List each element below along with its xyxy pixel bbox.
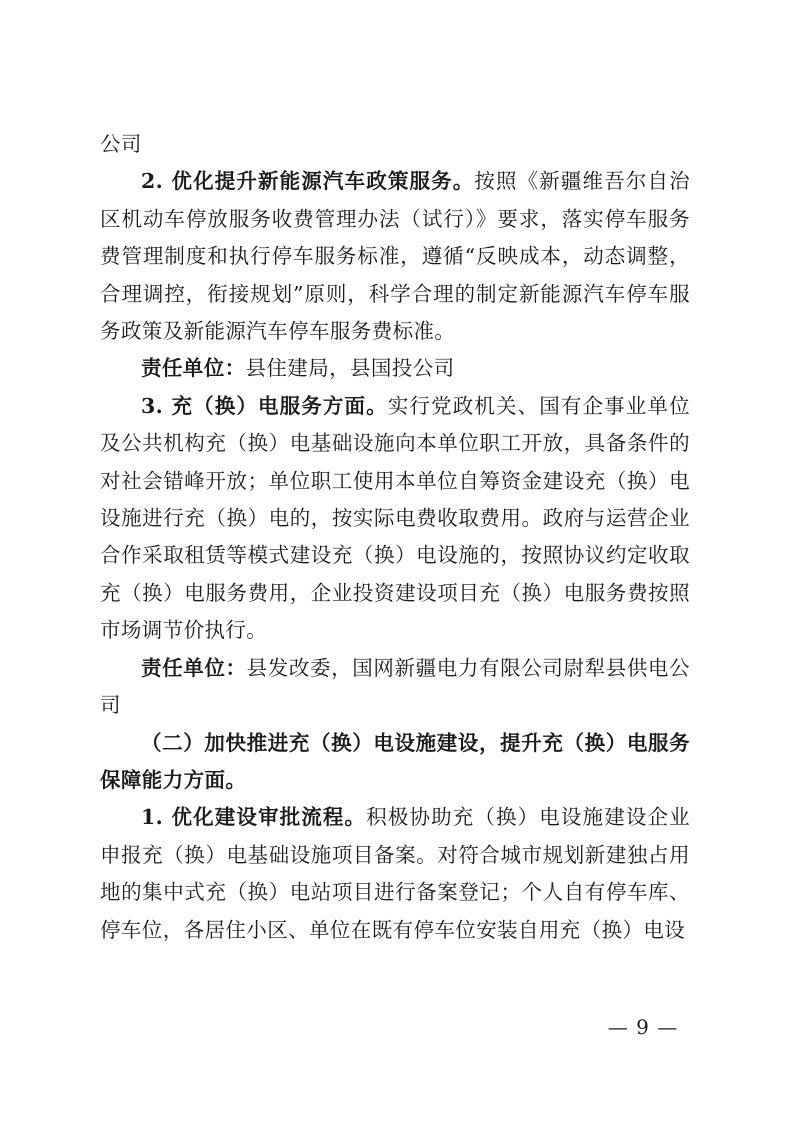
paragraph-text: 实行党政机关、国有企事业单位及公共机构充（换）电基础设施向本单位职工开放，具备条件的对社会错峰开放；单位职工使用本单位自筹资金建设充（换）电设施进行充（换）电的，按实际电费收取费用。政府与运营企业合作采取租赁等模式建设充（换）电设施的，按照协议约定收取充（换）电服务费用，企业投资建设项目充（换）电服务费按照市场调节价执行。 xyxy=(100,393,690,643)
paragraph-responsible-unit xyxy=(100,350,690,387)
paragraph-text: 积极协助充（换）电设施建设企业申报充（换）电基础设施项目备案。对符合城市规划新建独占用地的集中式充（换）电站项目进行备案登记；个人自有停车库、停车位，各居住小区、单位在既有停车位安装自用充（换）电设 xyxy=(100,805,691,942)
responsible-unit-label: 责任单位： xyxy=(141,655,247,680)
paragraph-heading: 3. 充（换）电服务方面。 xyxy=(141,393,388,418)
responsible-unit-label: 责任单位： xyxy=(141,356,246,381)
paragraph-continuation xyxy=(100,126,690,163)
section-heading xyxy=(100,725,690,800)
paragraph-policy-service xyxy=(100,163,690,350)
paragraph-approval-process xyxy=(100,799,690,949)
page-number: — 9 — xyxy=(607,1015,679,1039)
paragraph-text: 公司 xyxy=(100,132,142,156)
responsible-unit-value: 县发改委，国网新疆电力有限公司尉犁县供电公司 xyxy=(100,655,690,718)
paragraph-charging-service xyxy=(100,388,690,650)
body-text xyxy=(100,126,690,949)
responsible-unit-value: 县住建局，县国投公司 xyxy=(245,356,455,381)
paragraph-heading: 1. 优化建设审批流程。 xyxy=(141,805,367,830)
paragraph-text: 按照《新疆维吾尔自治区机动车停放服务收费管理办法（试行）》要求，落实停车服务费管理制度和执行停车服务标准，遵循“反映成本，动态调整，合理调控，衔接规划”原则，科学合理的制定新能源汽车停车服务政策及新能源汽车停车服务费标准。 xyxy=(100,169,690,344)
paragraph-responsible-unit xyxy=(100,650,690,725)
section-heading-text: （二）加快推进充（换）电设施建设，提升充（换）电服务保障能力方面。 xyxy=(100,730,690,792)
paragraph-heading: 2. 优化提升新能源汽车政策服务。 xyxy=(141,169,475,194)
